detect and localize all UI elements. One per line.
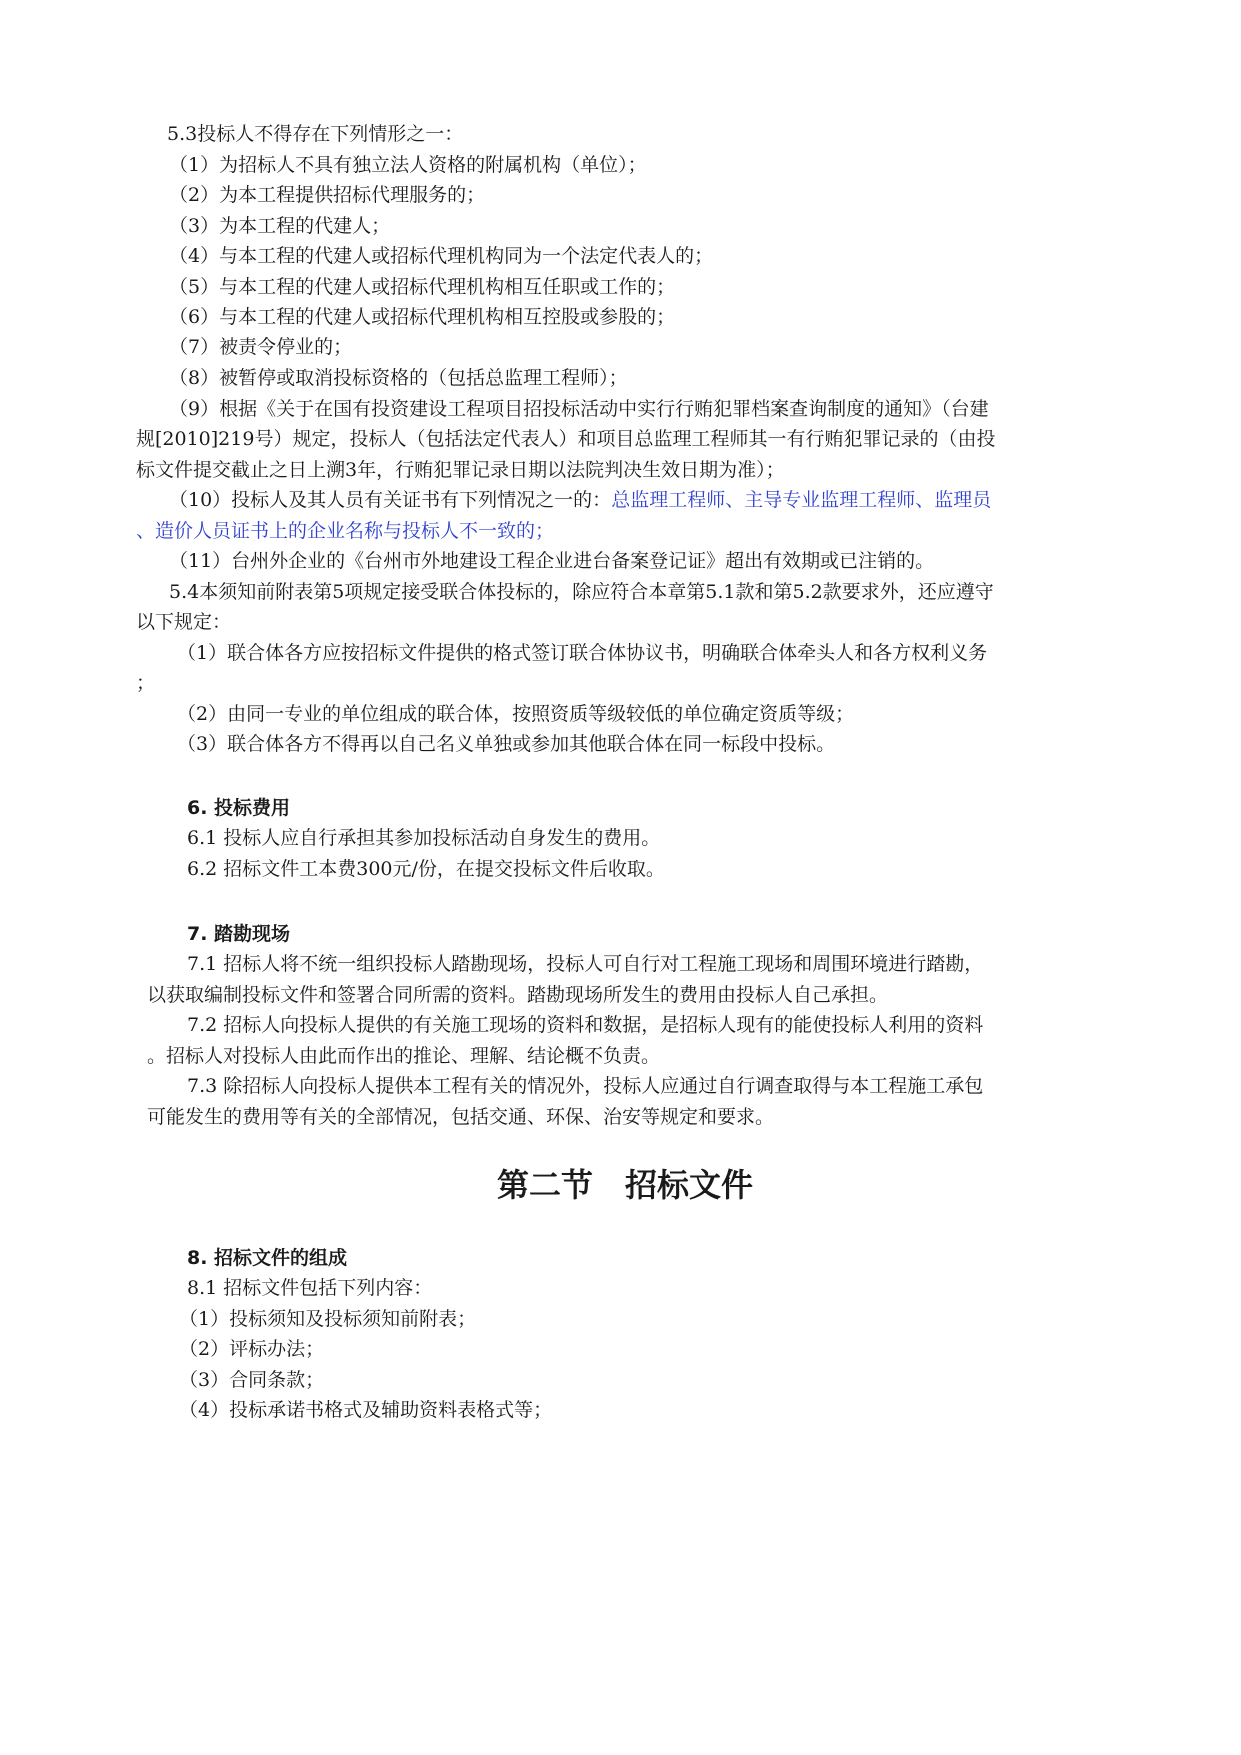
section-6-heading: 6. 投标费用 — [187, 797, 291, 819]
section-7-heading: 7. 踏勘现场 — [187, 923, 291, 945]
clause-8-1-item-1: （1）投标须知及投标须知前附表； — [179, 1308, 477, 1330]
section-8-heading: 8. 招标文件的组成 — [187, 1247, 348, 1269]
clause-5-3-item-6: （6）与本工程的代建人或招标代理机构相互控股或参股的； — [169, 306, 676, 328]
clause-7-2-line-2: 。招标人对投标人由此而作出的推论、理解、结论概不负责。 — [147, 1045, 661, 1067]
clause-6-2: 6.2 招标文件工本费300元/份，在提交投标文件后收取。 — [187, 858, 665, 880]
section-2-title: 第二节 招标文件 — [497, 1166, 754, 1204]
clause-5-3-item-7: （7）被责令停业的； — [169, 336, 353, 358]
clause-5-3-item-10-prefix: （10）投标人及其人员有关证书有下列情况之一的： — [169, 489, 612, 511]
clause-8-1-item-4: （4）投标承诺书格式及辅助资料表格式等； — [179, 1399, 553, 1421]
clause-5-3-item-2: （2）为本工程提供招标代理服务的； — [169, 184, 486, 206]
clause-5-4-item-3: （3）联合体各方不得再以自己名义单独或参加其他联合体在同一标段中投标。 — [177, 733, 836, 755]
clause-5-3-item-11: （11）台州外企业的《台州市外地建设工程企业进台备案登记证》超出有效期或已注销的。 — [169, 550, 935, 572]
clause-5-4-item-1-line-1: （1）联合体各方应按招标文件提供的格式签订联合体协议书，明确联合体牵头人和各方权利义务 — [177, 642, 988, 664]
clause-5-4-item-1-line-2: ； — [136, 672, 156, 694]
clause-7-1-line-1: 7.1 招标人将不统一组织投标人踏勘现场，投标人可自行对工程施工现场和周围环境进行踏勘， — [187, 953, 984, 975]
clause-5-3-item-1: （1）为招标人不具有独立法人资格的附属机构（单位）； — [169, 154, 647, 176]
clause-5-3-item-8: （8）被暂停或取消投标资格的（包括总监理工程师）； — [169, 367, 628, 389]
clause-8-1-item-3: （3）合同条款； — [179, 1369, 325, 1391]
clause-5-3-item-10-highlight-2: 、造价人员证书上的企业名称与投标人不一致的； — [136, 520, 555, 542]
clause-5-3-item-10-line-1 — [169, 488, 991, 512]
clause-5-4-intro-line-2: 以下规定： — [136, 611, 232, 633]
clause-5-4-item-2: （2）由同一专业的单位组成的联合体，按照资质等级较低的单位确定资质等级； — [177, 703, 855, 725]
clause-5-3-intro: 5.3投标人不得存在下列情形之一： — [167, 123, 464, 145]
clause-8-1-item-2: （2）评标办法； — [179, 1338, 325, 1360]
clause-5-3-item-10-highlight-1: 总监理工程师、主导专业监理工程师、监理员 — [611, 489, 992, 511]
clause-7-3-line-1: 7.3 除招标人向投标人提供本工程有关的情况外，投标人应通过自行调查取得与本工程施工承包 — [187, 1075, 984, 1097]
clause-7-2-line-1: 7.2 招标人向投标人提供的有关施工现场的资料和数据，是招标人现有的能使投标人利用的资料 — [187, 1014, 984, 1036]
clause-5-4-intro-line-1: 5.4本须知前附表第5项规定接受联合体投标的，除应符合本章第5.1款和第5.2款要求外，还应遵守 — [169, 581, 994, 603]
clause-6-1: 6.1 投标人应自行承担其参加投标活动自身发生的费用。 — [187, 827, 661, 849]
clause-5-3-item-9-line-3: 标文件提交截止之日上溯3年，行贿犯罪记录日期以法院判决生效日期为准）； — [136, 459, 785, 481]
clause-5-3-item-3: （3）为本工程的代建人； — [169, 215, 391, 237]
clause-5-3-item-5: （5）与本工程的代建人或招标代理机构相互任职或工作的； — [169, 276, 676, 298]
clause-7-1-line-2: 以获取编制投标文件和签署合同所需的资料。踏勘现场所发生的费用由投标人自己承担。 — [147, 984, 889, 1006]
clause-5-3-item-4: （4）与本工程的代建人或招标代理机构同为一个法定代表人的； — [169, 245, 714, 267]
clause-7-3-line-2: 可能发生的费用等有关的全部情况，包括交通、环保、治安等规定和要求。 — [147, 1106, 775, 1128]
clause-8-1: 8.1 招标文件包括下列内容： — [187, 1277, 433, 1299]
clause-5-3-item-9-line-2: 规[2010]219号）规定，投标人（包括法定代表人）和项目总监理工程师其一有行贿犯罪记录的（由投 — [136, 428, 996, 450]
clause-5-3-item-9-line-1: （9）根据《关于在国有投资建设工程项目招投标活动中实行行贿犯罪档案查询制度的通知》（台建 — [169, 398, 989, 420]
